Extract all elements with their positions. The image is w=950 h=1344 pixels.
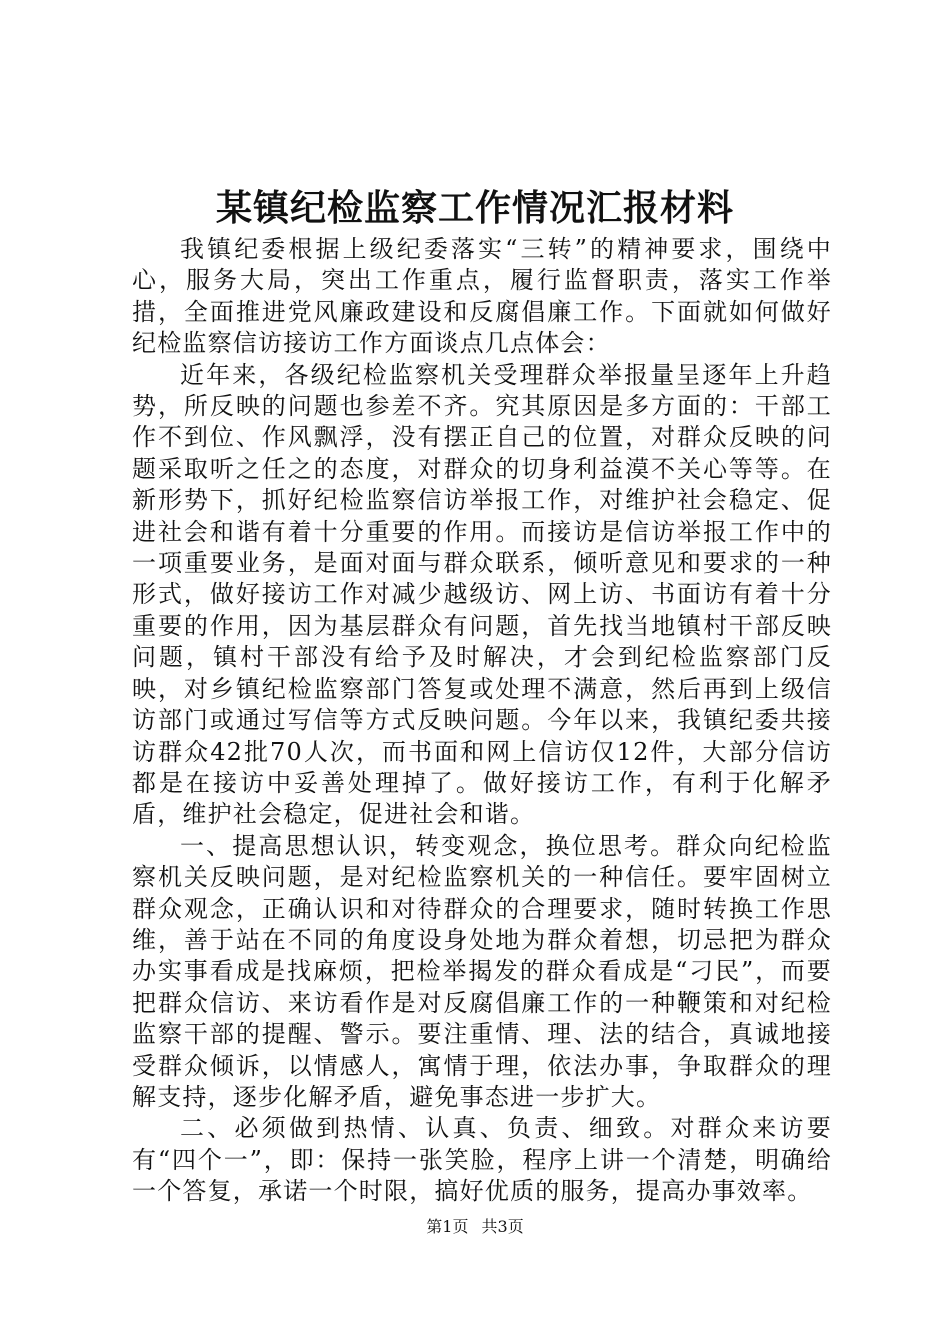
document-title: 某镇纪检监察工作情况汇报材料 — [215, 187, 734, 229]
paragraph-background: 近年来，各级纪检监察机关受理群众举报量呈逐年上升趋势，所反映的问题也参差不齐。究其原因是多方面的：干部工作不到位、作风飘浮，没有摆正自己的位置，对群众反映的问题采取听之任之的态度，对群众的切身利益漠不关心等等。在新形势下，抓好纪检监察信访举报工作，对维护社会稳定、促进社会和谐有着十分重要的作用。而接访是信访举报工作中的一项重要业务，是面对面与群众联系，倾听意见和要求的一种形式，做好接访工作对减少越级访、网上访、书面访有着十分重要的作用，因为基层群众有问题，首先找当地镇村干部反映问题，镇村干部没有给予及时解决，才会到纪检监察部门反映，对乡镇纪检监察部门答复或处理不满意，然后再到上级信访部门或通过写信等方式反映问题。今年以来，我镇纪委共接访群众42批70人次，而书面和网上信访仅12件，大部分信访都是在接访中妥善处理掉了。做好接访工作，有利于化解矛盾，维护社会稳定，促进社会和谐。 — [132, 360, 832, 829]
paragraph-intro: 我镇纪委根据上级纪委落实“三转”的精神要求，围绕中心，服务大局，突出工作重点，履行监督职责，落实工作举措，全面推进党风廉政建设和反腐倡廉工作。下面就如何做好纪检监察信访接访工作方面谈点几点体会： — [132, 235, 832, 358]
paragraph-point-one: 一、提高思想认识，转变观念，换位思考。群众向纪检监察机关反映问题，是对纪检监察机关的一种信任。要牢固树立群众观念，正确认识和对待群众的合理要求，随时转换工作思维，善于站在不同的角度设身处地为群众着想，切忌把为群众办实事看成是找麻烦，把检举揭发的群众看成是“刁民”，而要把群众信访、来访看作是对反腐倡廉工作的一种鞭策和对纪检监察干部的提醒、警示。要注重情、理、法的结合，真诚地接受群众倾诉，以情感人，寓情于理，依法办事，争取群众的理解支持，逐步化解矛盾，避免事态进一步扩大。 — [132, 831, 832, 1111]
page-total: 共3页 — [481, 1217, 524, 1236]
page-number: 第1页 — [426, 1217, 469, 1236]
page-footer — [0, 1216, 950, 1238]
document-body — [132, 234, 832, 1208]
paragraph-point-two: 二、必须做到热情、认真、负责、细致。对群众来访要有“四个一”，即：保持一张笑脸，程序上讲一个清楚，明确给一个答复，承诺一个时限，搞好优质的服务，提高办事效率。 — [132, 1114, 832, 1206]
